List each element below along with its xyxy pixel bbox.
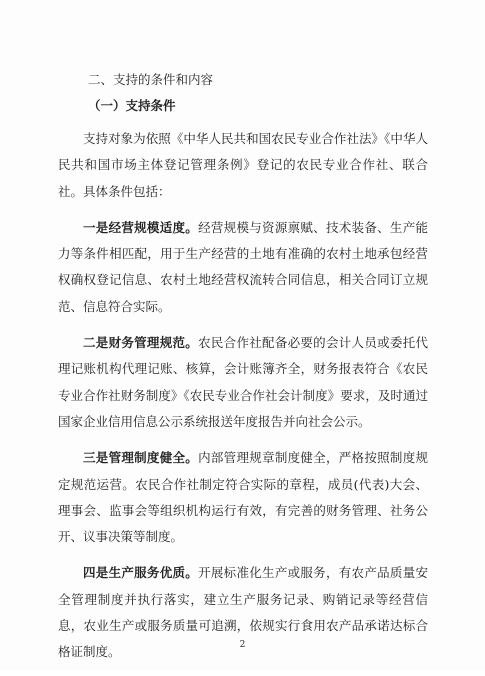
paragraph-text: 农民合作社配备必要的会计人员或委托代理记账机构代理记账、核算，会计账簿齐全，财务报表符合《农民专业合作社财务制度》《农民专业合作社会计制度》要求，及时通过国家企业信用信息公示系统报送年度报告并向社会公示。 <box>58 335 428 429</box>
document-body <box>58 70 428 676</box>
paragraph-lead: 三是管理制度健全。 <box>83 450 199 466</box>
paragraph-condition-2 <box>58 330 428 435</box>
paragraph-condition-1 <box>58 215 428 320</box>
section-heading: 二、支持的条件和内容 <box>88 72 214 87</box>
page-number: 2 <box>239 640 246 650</box>
paragraph-intro <box>58 126 428 205</box>
paragraph-condition-3 <box>58 445 428 550</box>
paragraph-text: 经营规模与资源禀赋、技术装备、生产能力等条件相匹配，用于生产经营的土地有准确的农村土地承包经营权确权登记信息、农村土地经营权流转合同信息，相关合同订立规范、信息符合实际。 <box>58 219 428 314</box>
paragraph-lead: 二是财务管理规范。 <box>83 335 199 351</box>
paragraph-lead: 一是经营规模适度。 <box>83 219 199 235</box>
subsection-heading: （一）支持条件 <box>88 98 176 113</box>
paragraph-text: 开展标准化生产或服务，有农产品质量安全管理制度并执行落实，建立生产服务记录、购销记录等经营信息，农业生产或服务质量可追溯，依规实行食用农产品承诺达标合格证制度。 <box>58 565 428 660</box>
paragraph-text: 内部管理规章制度健全，严格按照制度规定规范运营。农民合作社制定符合实际的章程，成员(代表)大会、理事会、监事会等组织机构运行有效，有完善的财务管理、社务公开、议事决策等制度。 <box>58 450 428 545</box>
paragraph-text: 支持对象为依照《中华人民共和国农民专业合作社法》《中华人民共和国市场主体登记管理条例》登记的农民专业合作社、联合社。具体条件包括： <box>58 131 428 199</box>
paragraph-lead: 四是生产服务优质。 <box>83 565 199 581</box>
